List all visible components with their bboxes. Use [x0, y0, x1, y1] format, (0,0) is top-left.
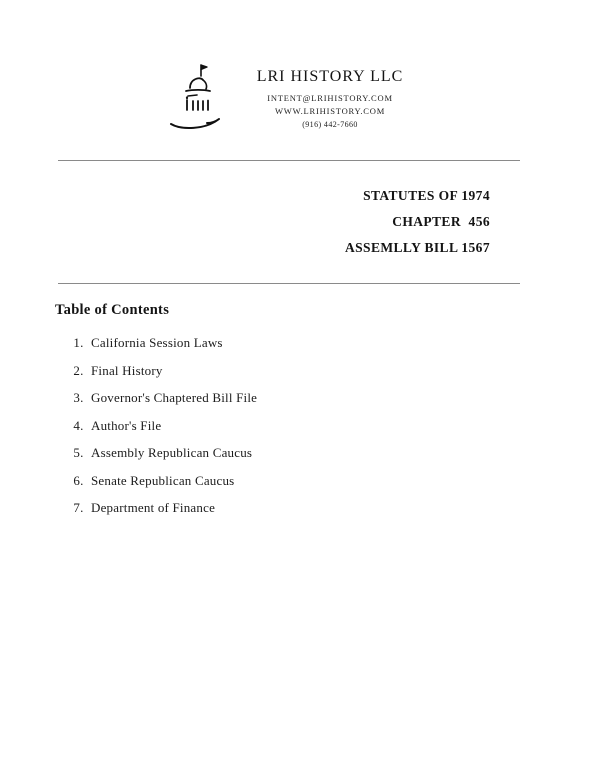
- letterhead-text: [257, 68, 404, 131]
- divider-top: [58, 160, 520, 161]
- divider-bottom: [58, 283, 520, 284]
- company-website: WWW.LRIHISTORY.COM: [274, 105, 386, 116]
- toc-item: 1. California Session Laws: [87, 335, 600, 351]
- toc-item: 2. Final History: [87, 363, 600, 379]
- company-email: INTENT@LRIHISTORY.COM: [267, 92, 393, 103]
- toc-list: [55, 335, 600, 516]
- bill-line: ASSEMLLY BILL 1567: [344, 240, 490, 255]
- toc-item: 5. Assembly Republican Caucus: [87, 445, 600, 461]
- table-of-contents: [55, 302, 600, 516]
- chapter-line: CHAPTER 456: [392, 214, 490, 229]
- toc-title: Table of Contents: [55, 302, 170, 318]
- toc-item: 7. Department of Finance: [87, 500, 600, 516]
- toc-item: 4. Author's File: [87, 418, 600, 434]
- letterhead: [0, 0, 570, 136]
- statutes-line: STATUTES OF 1974: [363, 188, 490, 203]
- company-name: LRI HISTORY LLC: [256, 67, 404, 85]
- toc-item: 3. Governor's Chaptered Bill File: [87, 390, 600, 406]
- toc-item: 6. Senate Republican Caucus: [87, 473, 600, 489]
- capitol-building-logo-icon: [167, 62, 229, 136]
- statute-reference: [0, 183, 490, 261]
- company-phone: (916) 442-7660: [302, 119, 358, 129]
